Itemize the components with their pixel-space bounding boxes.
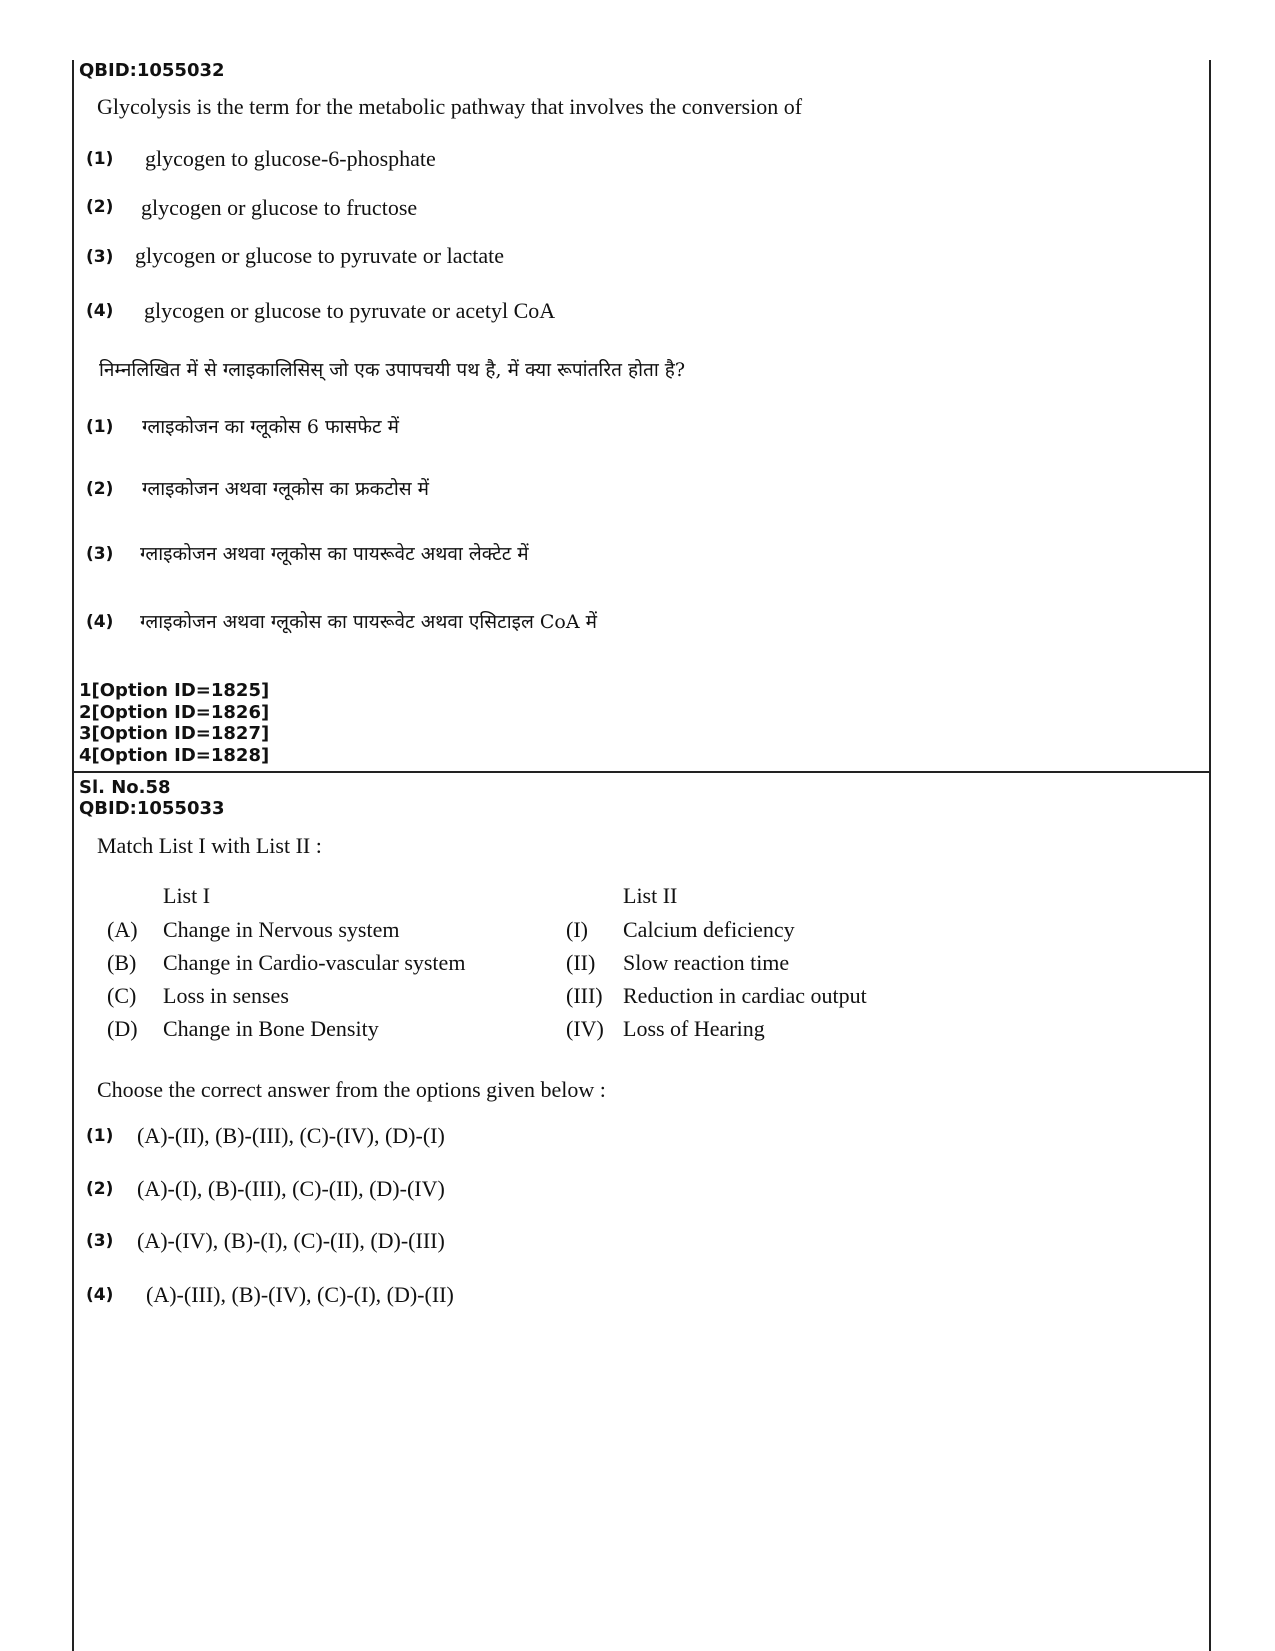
option-number: (1) xyxy=(86,1126,114,1146)
list-2-label: (IV) xyxy=(566,1016,604,1041)
option-id: 4[Option ID=1828] xyxy=(79,744,270,766)
option-text: (A)-(II), (B)-(III), (C)-(IV), (D)-(I) xyxy=(137,1123,445,1148)
list-1-item: Change in Bone Density xyxy=(163,1016,379,1041)
option-number: (2) xyxy=(86,1179,114,1199)
list-2-item: Reduction in cardiac output xyxy=(623,983,867,1008)
page-border-right xyxy=(1209,60,1211,1651)
option-text: ग्लाइकोजन का ग्लूकोस 6 फासफेट में xyxy=(142,416,400,438)
question-text-english: Glycolysis is the term for the metabolic pathway that involves the conversion of xyxy=(97,94,803,119)
serial-number: Sl. No.58 xyxy=(79,777,171,798)
option-number: (4) xyxy=(86,1285,114,1305)
list-2-label: (II) xyxy=(566,950,596,975)
option-number: (4) xyxy=(86,612,114,632)
option-number: (4) xyxy=(86,301,114,321)
option-text: ग्लाइकोजन अथवा ग्लूकोस का फ्रकटोस में xyxy=(142,478,430,500)
question-text-hindi: निम्नलिखित में से ग्लाइकालिसिस् जो एक उपापचयी पथ है, में क्या रूपांतरित होता है? xyxy=(99,359,686,381)
option-number: (3) xyxy=(86,1231,114,1251)
option-number: (3) xyxy=(86,247,114,267)
option-number: (1) xyxy=(86,417,114,437)
option-number: (2) xyxy=(86,479,114,499)
option-id: 1[Option ID=1825] xyxy=(79,680,270,701)
list-2-header: List II xyxy=(623,883,678,908)
instruction-text: Choose the correct answer from the options given below : xyxy=(97,1077,606,1102)
list-2-item: Slow reaction time xyxy=(623,950,790,975)
question-text: Match List I with List II : xyxy=(97,833,322,858)
list-1-label: (D) xyxy=(107,1016,138,1041)
option-number: (2) xyxy=(86,197,114,217)
list-1-item: Loss in senses xyxy=(163,983,289,1008)
list-1-item: Change in Nervous system xyxy=(163,917,400,942)
option-number: (3) xyxy=(86,544,114,564)
list-2-item: Loss of Hearing xyxy=(623,1016,765,1041)
list-2-label: (III) xyxy=(566,983,603,1008)
list-1-label: (C) xyxy=(107,983,137,1008)
option-id-list xyxy=(79,680,269,766)
list-1-item: Change in Cardio-vascular system xyxy=(163,950,466,975)
list-1-header: List I xyxy=(163,883,211,908)
option-text: glycogen to glucose-6-phosphate xyxy=(145,146,436,171)
list-2-label: (I) xyxy=(566,917,588,942)
option-text: (A)-(IV), (B)-(I), (C)-(II), (D)-(III) xyxy=(137,1228,445,1253)
option-text: (A)-(I), (B)-(III), (C)-(II), (D)-(IV) xyxy=(137,1176,445,1201)
option-text: glycogen or glucose to pyruvate or lactate xyxy=(135,243,504,268)
qbid-label: QBID:1055032 xyxy=(79,60,225,81)
option-text: (A)-(III), (B)-(IV), (C)-(I), (D)-(II) xyxy=(146,1282,454,1307)
option-text: ग्लाइकोजन अथवा ग्लूकोस का पायरूवेट अथवा एसिटाइल CoA में xyxy=(140,611,597,633)
page-border-left xyxy=(72,60,74,1651)
list-2-item: Calcium deficiency xyxy=(623,917,795,942)
option-number: (1) xyxy=(86,149,114,169)
list-1-label: (B) xyxy=(107,950,137,975)
option-text: ग्लाइकोजन अथवा ग्लूकोस का पायरूवेट अथवा लेक्टेट में xyxy=(140,543,529,565)
option-text: glycogen or glucose to pyruvate or acetyl CoA xyxy=(144,298,556,323)
list-1-label: (A) xyxy=(107,917,138,942)
option-id: 3[Option ID=1827] xyxy=(79,723,270,744)
option-id: 2[Option ID=1826] xyxy=(79,701,270,723)
qbid-label: QBID:1055033 xyxy=(79,798,225,819)
question-divider xyxy=(72,771,1211,773)
option-text: glycogen or glucose to fructose xyxy=(141,195,418,220)
